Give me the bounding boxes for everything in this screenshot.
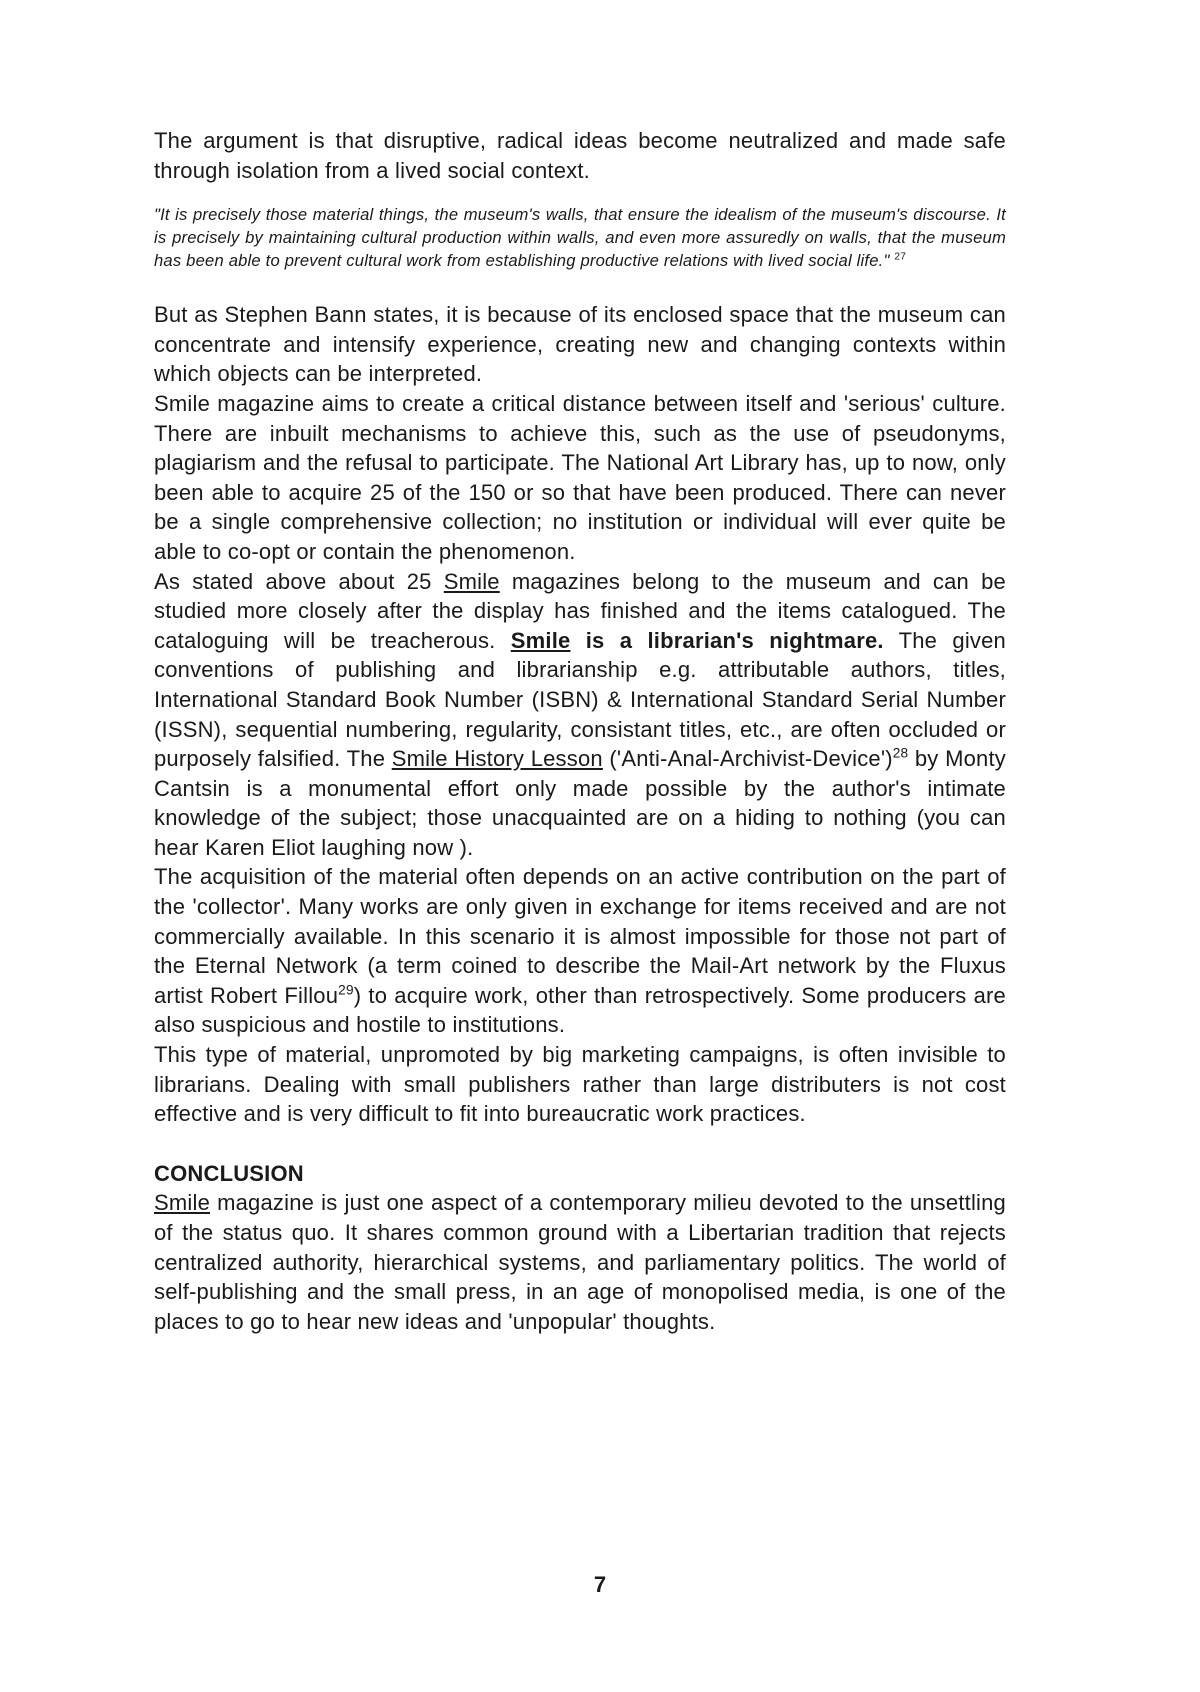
text-run: magazines belong to the museum and can be studied more closely after the display has finished and the items catalogued. The cataloguing will be treacherous. bbox=[154, 568, 1006, 653]
page-body bbox=[154, 126, 1006, 1336]
smile-title: Smile bbox=[154, 1190, 211, 1216]
paragraph-bann: But as Stephen Bann states, it is because of its enclosed space that the museum can concentrate and intensify experience, creating new and changing contexts within which objects can be interpreted. bbox=[154, 302, 1006, 387]
paragraph-acquisition bbox=[154, 862, 1006, 1040]
smile-history-lesson-title: Smile History Lesson bbox=[391, 746, 603, 772]
conclusion-paragraph bbox=[154, 1188, 1006, 1336]
footnote-ref-29: 29 bbox=[338, 982, 354, 998]
smile-title-bold: Smile bbox=[510, 627, 571, 653]
footnote-ref-27: 27 bbox=[894, 251, 907, 263]
text-run: The given conventions of publishing and librarianship e.g. attributable authors, titles, International Standard Book Number (ISBN) & International Standard Serial Number (ISSN), sequential numbering, regularity, consistant titles, etc., are often occluded or purposely falsified. The bbox=[154, 627, 1006, 772]
text-run: by Monty Cantsin is a monumental effort only made possible by the author's intimate knowledge of the subject; those unacquainted are on a hiding to nothing (you can hear Karen Eliot laughing now ). bbox=[154, 746, 1006, 860]
librarian-nightmare-text: is a librarian's nightmare. bbox=[570, 627, 884, 653]
text-run: ('Anti-Anal-Archivist-Device') bbox=[602, 746, 893, 772]
paragraph-cataloguing bbox=[154, 567, 1006, 863]
footnote-ref-28: 28 bbox=[892, 745, 909, 761]
text-run: magazine is just one aspect of a contemporary milieu devoted to the unsettling of the status quo. It shares common ground with a Libertarian tradition that rejects centralized authority, hierarchical systems, and parliamentary politics. The world of self-publishing and the small press, in an age of monopolised media, is one of the places to go to hear new ideas and 'unpopular' thoughts. bbox=[154, 1190, 1006, 1334]
conclusion-heading: CONCLUSION bbox=[154, 1160, 304, 1186]
intro-paragraph: The argument is that disruptive, radical ideas become neutralized and made safe through isolation from a lived social context. bbox=[154, 128, 1006, 183]
block-quote bbox=[154, 203, 1006, 272]
text-run: The acquisition of the material often depends on an active contribution on the part of the 'collector'. Many works are only given in exchange for items received and are not commercially available. In this scenario it is almost impossible for those not part of the Eternal Network (a term coined to describe the Mail-Art network by the Fluxus artist Robert Fillou bbox=[154, 864, 1006, 1008]
paragraph-critical-distance: Smile magazine aims to create a critical distance between itself and 'serious' culture. There are inbuilt mechanisms to achieve this, such as the use of pseudonyms, plagiarism and the refusal to participate. The National Art Library has, up to now, only been able to acquire 25 of the 150 or so that have been produced. There can never be a single comprehensive collection; no institution or individual will ever quite be able to co-opt or contain the phenomenon. bbox=[154, 390, 1006, 564]
smile-title: Smile bbox=[443, 568, 500, 594]
text-run: As stated above about 25 bbox=[154, 568, 444, 594]
quote-text: "It is precisely those material things, the museum's walls, that ensure the idealism of the museum's discourse. It is precisely by maintaining cultural production within walls, and even more assuredly on walls, that the museum has been able to prevent cultural work from establishing productive relations with lived social life." bbox=[154, 205, 1006, 271]
page-number: 7 bbox=[593, 1572, 607, 1597]
paragraph-invisible: This type of material, unpromoted by big marketing campaigns, is often invisible to librarians. Dealing with small publishers rather than large distributers is not cost effective and is very difficult to fit into bureaucratic work practices. bbox=[154, 1042, 1006, 1127]
text-run: ) to acquire work, other than retrospectively. Some producers are also suspicious and hostile to institutions. bbox=[154, 982, 1006, 1038]
